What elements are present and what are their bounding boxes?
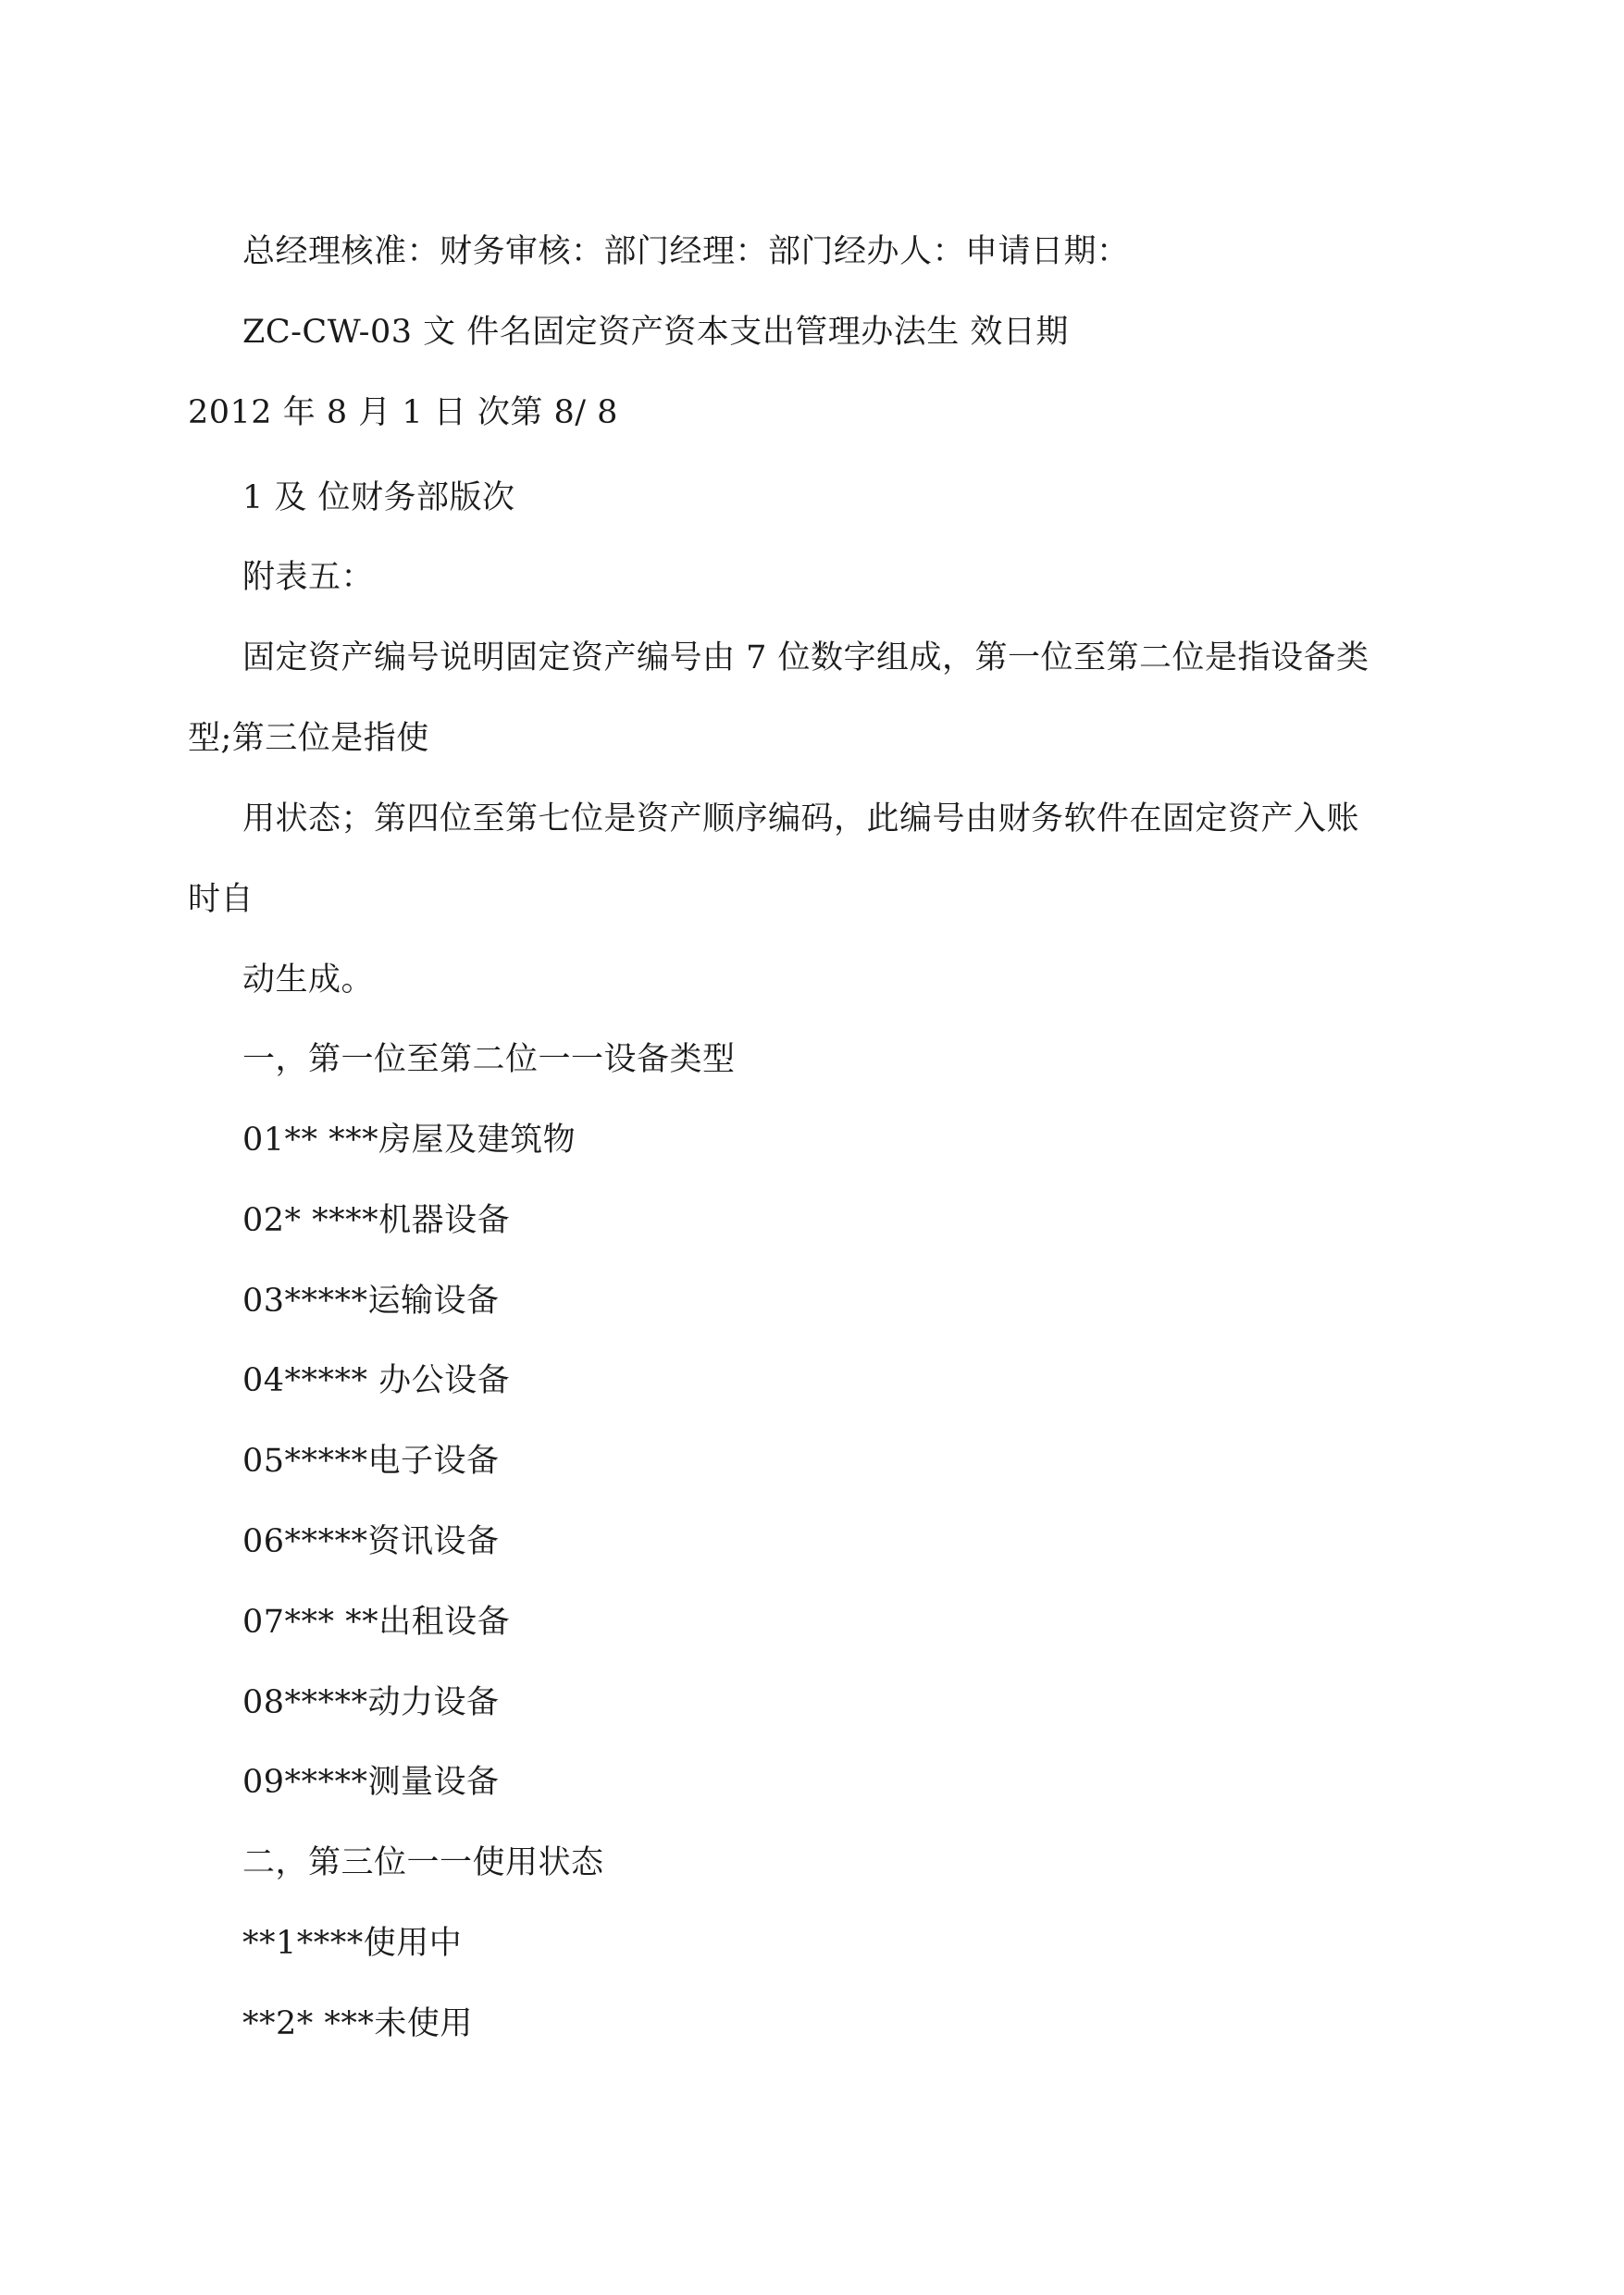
paragraph-line: 动生成。 — [242, 961, 375, 999]
list-item: 05*****电子设备 — [242, 1443, 500, 1480]
section-heading: 二，第三位一一使用状态 — [242, 1844, 604, 1881]
section-heading: 一，第一位至第二位一一设备类型 — [242, 1041, 736, 1078]
appendix-title: 附表五： — [242, 559, 375, 596]
list-item: 01** ***房屋及建筑物 — [242, 1122, 576, 1159]
list-item: 09*****测量设备 — [242, 1764, 500, 1801]
list-item: **2* ***未使用 — [242, 2005, 473, 2042]
list-item: 07*** **出租设备 — [242, 1604, 511, 1641]
version-department-line: 1 及 位财务部版次 — [242, 479, 515, 516]
paragraph-line: 用状态；第四位至第七位是资产顺序编码，此编号由财务软件在固定资产入账 — [242, 800, 1360, 837]
list-item: 04***** 办公设备 — [242, 1362, 511, 1399]
paragraph-line: 固定资产编号说明固定资产编号由 7 位数字组成，第一位至第二位是指设备类 — [242, 639, 1370, 676]
list-item: 02* ****机器设备 — [242, 1202, 511, 1239]
approval-signature-line: 总经理核准：财务审核：部门经理：部门经办人：申请日期： — [242, 233, 1130, 270]
document-header-line: ZC-CW-03 文 件名固定资产资本支出管理办法生 效日期 — [242, 314, 1069, 351]
list-item: 03*****运输设备 — [242, 1283, 500, 1320]
list-item: 06*****资讯设备 — [242, 1523, 500, 1560]
paragraph-line: 型;第三位是指使 — [188, 720, 429, 757]
list-item: 08*****动力设备 — [242, 1684, 500, 1721]
paragraph-line: 时自 — [188, 881, 254, 918]
list-item: **1****使用中 — [242, 1925, 463, 1962]
effective-date-line: 2012 年 8 月 1 日 次第 8/ 8 — [188, 394, 618, 431]
